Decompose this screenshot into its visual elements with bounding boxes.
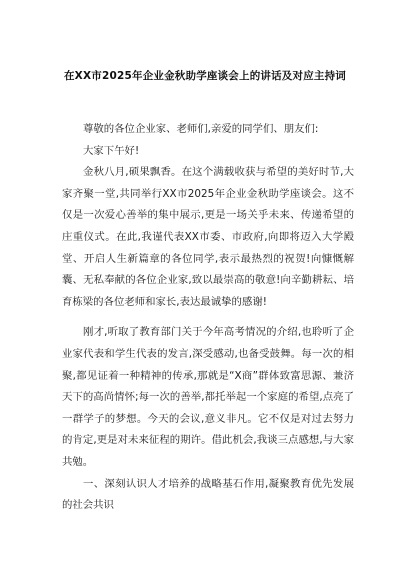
document-body [62,119,354,517]
paragraph-opening: 金秋八月,硕果飘香。在这个满载收获与希望的美好时节,大家齐聚一堂,共同举行XX市2025年企业金秋助学座谈会。这不仅是一次爱心善举的集中展示,更是一场关乎未来、传递希望的庄重仪式。在此,我谨代表XX市委、市政府,向即将迈入大学殿堂、开启人生新篇章的各位同学,表示最热烈的祝贺!向慷慨解囊、无私奉献的各位企业家,致以最崇高的敬意!向辛勤耕耘、培育栋梁的各位老师和家长,表达最诚挚的感谢! [62,166,354,308]
document-title: 在XX市2025年企业金秋助学座谈会上的讲话及对应主持词 [63,70,346,82]
section-heading-one: 一、深刻认识人才培养的战略基石作用,凝聚教育优先发展的社会共识 [62,477,354,512]
greeting: 大家下午好! [83,144,140,157]
paragraph-reflection: 刚才,听取了教育部门关于今年高考情况的介绍,也聆听了企业家代表和学生代表的发言,深受感动,也备受鼓舞。每一次的相聚,都见证着一种精神的传承,那就是“X商”群体致富思源、兼济天下的高尚情怀;每一次的善举,都托举起一个家庭的希望,点亮了一群学子的梦想。今天的会议,意义非凡。它不仅是对过去努力的肯定,更是对未来征程的期许。借此机会,我谈三点感想,与大家共勉。 [62,326,354,468]
salutation: 尊敬的各位企业家、老师们,亲爱的同学们、朋友们: [83,123,319,135]
